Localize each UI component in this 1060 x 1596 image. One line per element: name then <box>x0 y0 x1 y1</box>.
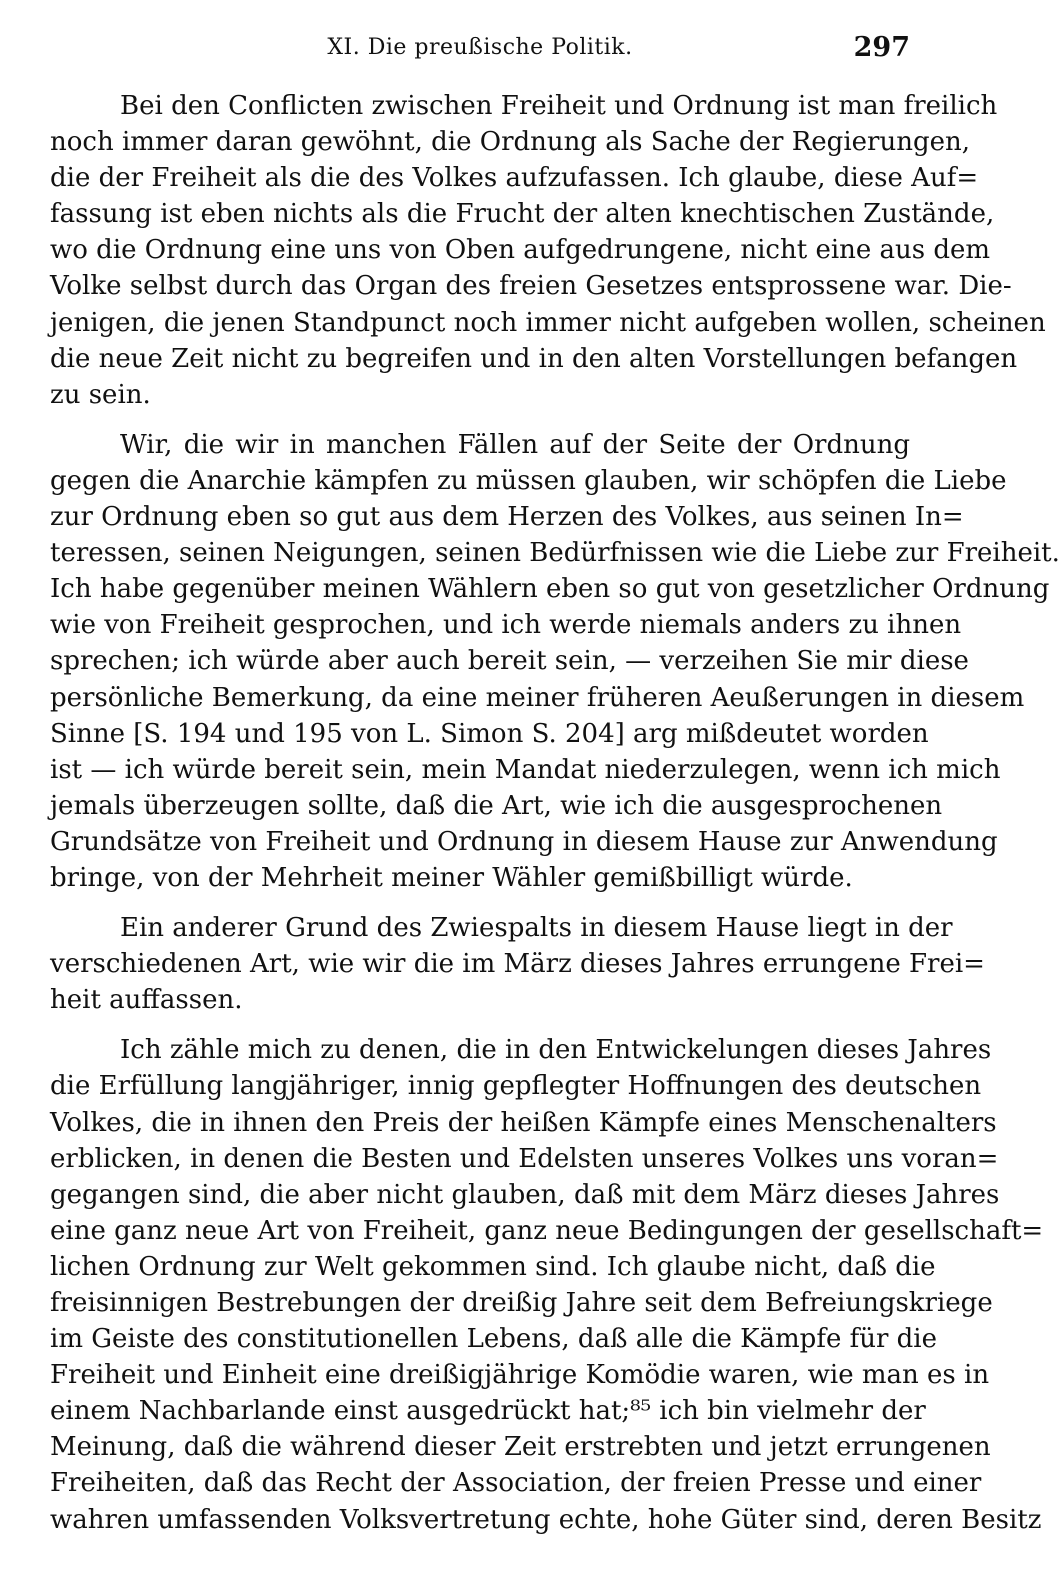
text-line: noch immer daran gewöhnt, die Ordnung als Sache der Regierungen, <box>50 127 970 158</box>
page-number: 297 <box>853 32 910 63</box>
text-line: jenigen, die jenen Standpunct noch immer nicht aufgeben wollen, scheinen <box>50 307 1046 338</box>
paragraph <box>50 88 1046 413</box>
text-line: teressen, seinen Neigungen, seinen Bedürfnissen wie die Liebe zur Freiheit. <box>50 538 1060 569</box>
text-line: verschiedenen Art, wie wir die im März dieses Jahres errungene Frei= <box>50 949 985 980</box>
text-line: persönliche Bemerkung, da eine meiner früheren Aeußerungen in diesem <box>50 682 1025 713</box>
paragraph <box>50 1032 1044 1537</box>
text-line: Grundsätze von Freiheit und Ordnung in diesem Hause zur Anwendung <box>50 826 998 857</box>
text-line: Meinung, daß die während dieser Zeit erstrebten und jetzt errungenen <box>50 1432 991 1463</box>
text-line: zu sein. <box>50 379 151 410</box>
text-line: Freiheit und Einheit eine dreißigjährige Komödie waren, wie man es in <box>50 1360 990 1391</box>
text-line: jemals überzeugen sollte, daß die Art, wie ich die ausgesprochenen <box>50 790 943 821</box>
text-line: gegen die Anarchie kämpfen zu müssen glauben, wir schöpfen die Liebe <box>50 465 1007 496</box>
text-line: freisinnigen Bestrebungen der dreißig Jahre seit dem Befreiungskriege <box>50 1288 993 1318</box>
text-line: Ich habe gegenüber meinen Wählern eben so gut von gesetzlicher Ordnung <box>50 574 1050 605</box>
running-title: XI. Die preußische Politik. <box>327 35 633 60</box>
text-line: Ein anderer Grund des Zwiespalts in diesem Hause liegt in der <box>120 913 953 944</box>
text-line: Bei den Conflicten zwischen Freiheit und Ordnung ist man freilich <box>120 91 998 121</box>
text-line: die neue Zeit nicht zu begreifen und in den alten Vorstellungen befangen <box>50 343 1018 374</box>
text-line: Volkes, die in ihnen den Preis der heißen Kämpfe eines Menschenalters <box>50 1107 997 1138</box>
text-line: fassung ist eben nichts als die Frucht der alten knechtischen Zustände, <box>50 199 995 230</box>
body-text <box>50 88 1060 1538</box>
text-line: Sinne [S. 194 und 195 von L. Simon S. 204] arg mißdeutet worden <box>50 718 929 749</box>
text-line: die der Freiheit als die des Volkes aufzufassen. Ich glaube, diese Auf= <box>50 163 979 194</box>
running-head <box>50 30 910 66</box>
text-line: eine ganz neue Art von Freiheit, ganz neue Bedingungen der gesellschaft= <box>50 1215 1044 1246</box>
text-line: im Geiste des constitutionellen Lebens, daß alle die Kämpfe für die <box>50 1324 937 1355</box>
text-line: lichen Ordnung zur Welt gekommen sind. Ich glaube nicht, daß die <box>50 1251 936 1282</box>
text-line: gegangen sind, die aber nicht glauben, daß mit dem März dieses Jahres <box>50 1179 1000 1210</box>
text-line: wie von Freiheit gesprochen, und ich werde niemals anders zu ihnen <box>50 610 962 641</box>
text-line: zur Ordnung eben so gut aus dem Herzen des Volkes, aus seinen In= <box>50 502 964 533</box>
text-line: einem Nachbarlande einst ausgedrückt hat;⁸⁵ ich bin vielmehr der <box>50 1396 926 1427</box>
paragraph <box>50 427 1060 896</box>
text-line: erblicken, in denen die Besten und Edelsten unseres Volkes uns voran= <box>50 1143 999 1174</box>
text-line: ist — ich würde bereit sein, mein Mandat niederzulegen, wenn ich mich <box>50 754 1001 785</box>
text-line: wahren umfassenden Volksvertretung echte, hohe Güter sind, deren Besitz <box>50 1504 1042 1535</box>
text-line: Wir, die wir in manchen Fällen auf der Seite der Ordnung <box>120 429 910 460</box>
text-line: heit auffassen. <box>50 985 243 1016</box>
text-line: die Erfüllung langjähriger, innig gepflegter Hoffnungen des deutschen <box>50 1071 982 1102</box>
paragraph <box>50 910 985 1018</box>
text-line: Ich zähle mich zu denen, die in den Entwickelungen dieses Jahres <box>120 1035 992 1066</box>
text-line: Freiheiten, daß das Recht der Association, der freien Presse und einer <box>50 1468 982 1499</box>
text-line: sprechen; ich würde aber auch bereit sein, — verzeihen Sie mir diese <box>50 646 969 677</box>
text-line: bringe, von der Mehrheit meiner Wähler gemißbilligt würde. <box>50 862 853 893</box>
text-line: wo die Ordnung eine uns von Oben aufgedrungene, nicht eine aus dem <box>50 235 991 266</box>
text-line: Volke selbst durch das Organ des freien Gesetzes entsprossene war. Die- <box>50 271 1012 302</box>
